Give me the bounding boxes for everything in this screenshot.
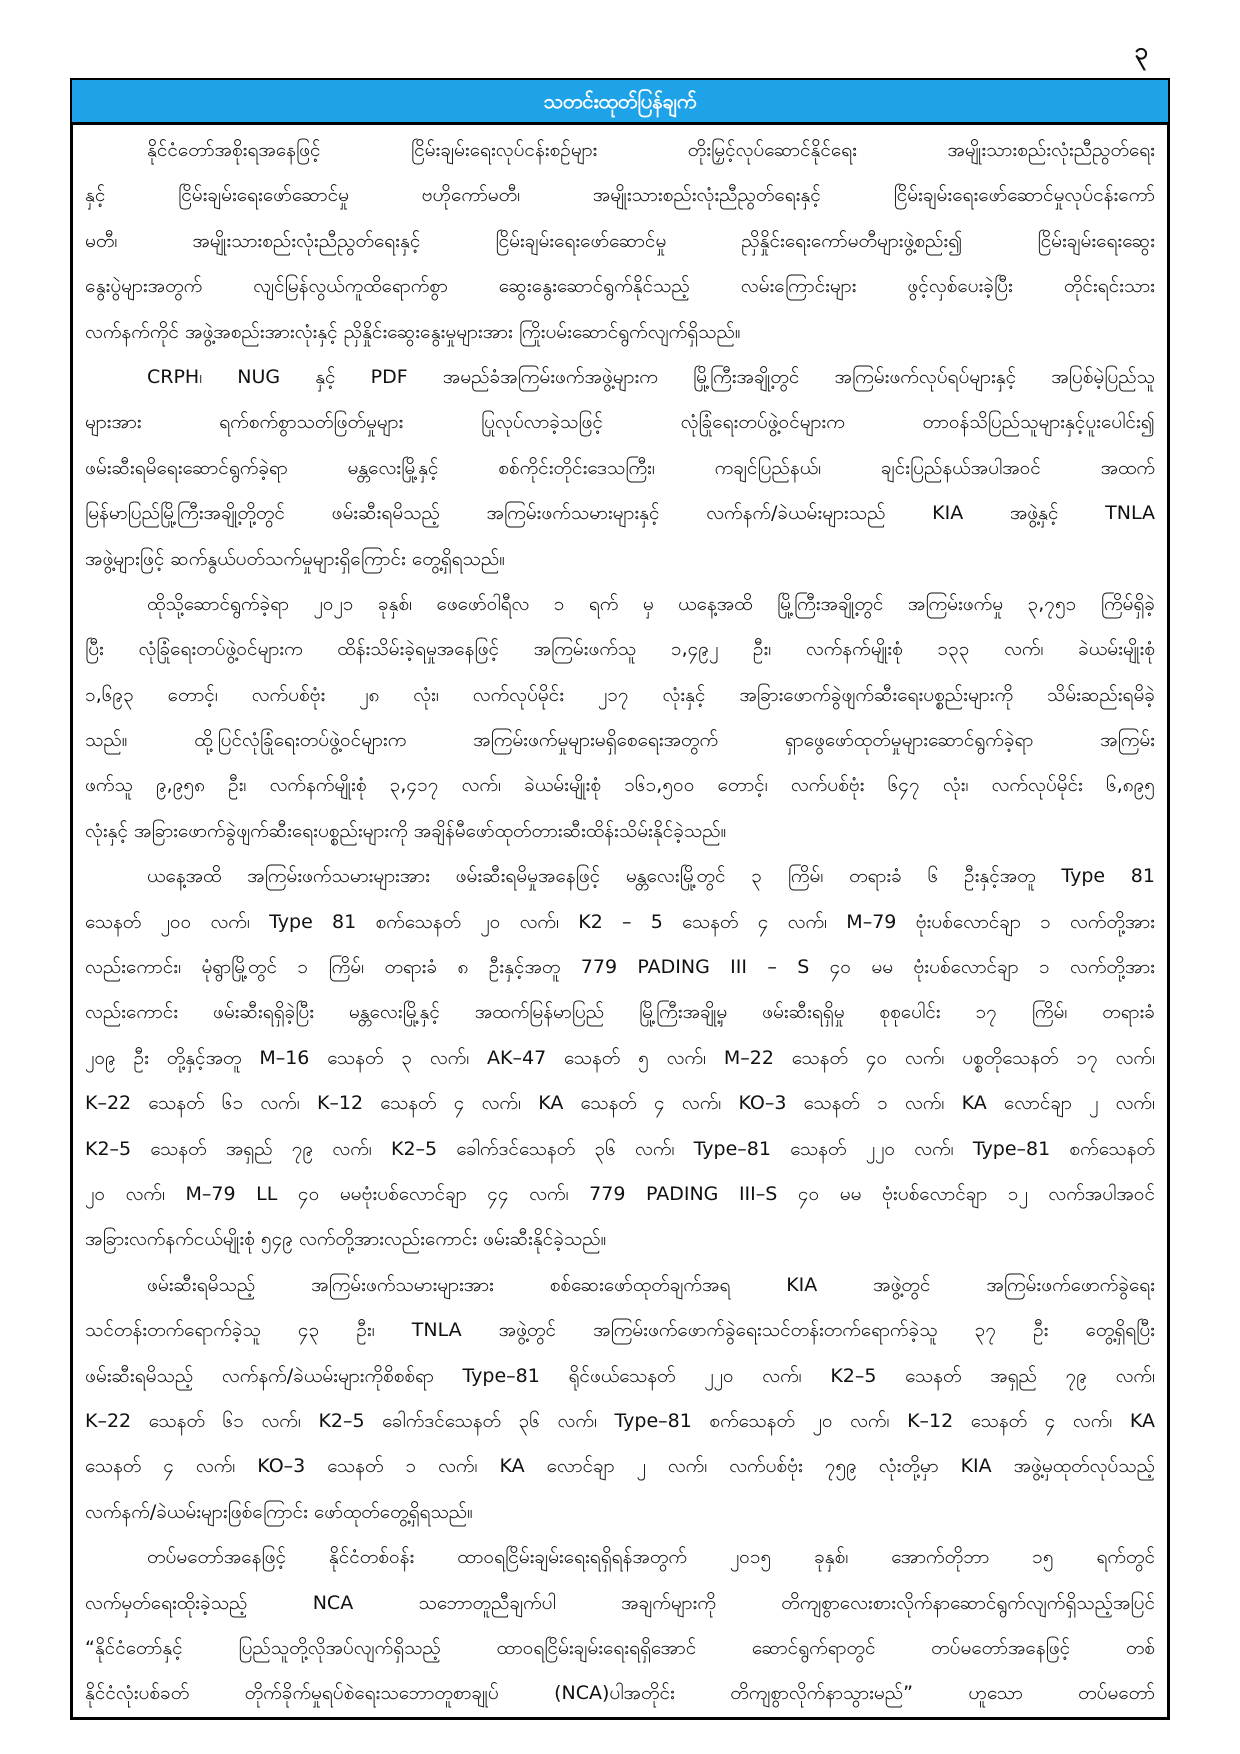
paragraph-line: ဖမ်းဆီးရမိသည့် အကြမ်းဖက်သမားများအား စစ်ဆေးဖော်ထုတ်ချက်အရ KIA အဖွဲ့တွင် အကြမ်းဖက်ဖောက်ခွဲရေး [147, 1273, 1155, 1296]
article-box [70, 122, 1170, 1720]
paragraph-line: လက်နက်/ခဲယမ်းများဖြစ်ကြောင်း ဖော်ထုတ်တွေ့ရှိရသည်။ [85, 1500, 473, 1523]
paragraph-line: လုံးနှင့် အခြားဖောက်ခွဲဖျက်ဆီးရေးပစ္စည်းများကို အချိန်မီဖော်ထုတ်တားဆီးထိန်းသိမ်းနိုင်ခဲ့သည်။ [85, 819, 727, 842]
paragraph-line: ၂၀ လက်၊ M–79 LL ၄၀ မမဗုံးပစ်လောင်ချာ ၄၄ လက်၊ 779 PADING III–S ၄၀ မမ ဗုံးပစ်လောင်ချာ ၁၂ လက်အပါအဝင် [85, 1182, 1155, 1205]
paragraph-line: K2–5 သေနတ် အရှည် ၇၉ လက်၊ K2–5 ခေါက်ဒင်သေနတ် ၃၆ လက်၊ Type–81 သေနတ် ၂၂၀ လက်၊ Type–81 စက်သေနတ် [85, 1137, 1155, 1160]
paragraph-line: မတီ၊ အမျိုးသားစည်းလုံးညီညွတ်ရေးနှင့် ငြိမ်းချမ်းရေးဖော်ဆောင်မှု ညှိနှိုင်းရေးကော်မတီများဖွဲ့စည်း၍ ငြိမ်းချမ်းရေးဆွေး [85, 229, 1155, 252]
paragraph [85, 854, 1155, 1263]
paragraph-line: တပ်မတော်အနေဖြင့် နိုင်ငံတစ်ဝန်း ထာဝရငြိမ်းချမ်းရေးရရှိရန်အတွက် ၂၀၁၅ ခုနှစ်၊ အောက်တိုဘာ ၁၅ ရက်တွင် [147, 1546, 1155, 1569]
paragraph-line: ယနေ့အထိ အကြမ်းဖက်သမားများအား ဖမ်းဆီးရမိမှုအနေဖြင့် မန္တလေးမြို့တွင် ၃ ကြိမ်၊ တရားခံ ၆ ဦးနှင့်အတူ Type 81 [147, 865, 1155, 888]
paragraph [85, 1535, 1155, 1717]
paragraph-line: အခြားလက်နက်ငယ်မျိုးစုံ ၅၄၉ လက်တို့အားလည်းကောင်း ဖမ်းဆီးနိုင်ခဲ့သည်။ [85, 1228, 607, 1251]
paragraph-line: နိုင်ငံလုံးပစ်ခတ် တိုက်ခိုက်မှုရပ်စဲရေးသဘောတူစာချုပ် (NCA)ပါအတိုင်း တိကျစွာလိုက်နာသွားမည်” ဟူသော တပ်မတော် [85, 1682, 1155, 1705]
paragraph-line: လည်းကောင်း၊ မုံရွာမြို့တွင် ၁ ကြိမ်၊ တရားခံ ၈ ဦးနှင့်အတူ 779 PADING III – S ၄၀ မမ ဗုံးပစ်လောင်ချာ ၁ လက်တို့အား [85, 956, 1155, 979]
paragraph-line: ထိုသို့ဆောင်ရွက်ခဲ့ရာ ၂၀၂၁ ခုနှစ်၊ ဖေဖော်ဝါရီလ ၁ ရက် မှ ယနေ့အထိ မြို့ကြီးအချို့တွင် အကြမ်းဖက်မှု ၃,၇၅၁ ကြိမ်ရှိခဲ့ [147, 592, 1155, 615]
section-title: သတင်းထုတ်ပြန်ချက် [543, 89, 697, 113]
paragraph-line: နွေးပွဲများအတွက် လျင်မြန်လွယ်ကူထိရောက်စွာ ဆွေးနွေးဆောင်ရွက်နိုင်သည့် လမ်းကြောင်းများ ဖွင့်လှစ်ပေးခဲ့ပြီး တိုင်းရင်းသား [85, 275, 1155, 298]
paragraph-line: သေနတ် ၂၀၀ လက်၊ Type 81 စက်သေနတ် ၂၀ လက်၊ K2 – 5 သေနတ် ၄ လက်၊ M–79 ဗုံးပစ်လောင်ချာ ၁ လက်တို့အား [85, 910, 1155, 933]
page-number: ၃ [1134, 37, 1148, 65]
paragraph-line: နိုင်ငံတော်အစိုးရအနေဖြင့် ငြိမ်းချမ်းရေးလုပ်ငန်းစဉ်များ တိုးမြှင့်လုပ်ဆောင်နိုင်ရေး အမျိုးသားစည်းလုံးညီညွတ်ရေး [147, 139, 1155, 161]
paragraph-line: ၂၀၉ ဦး တို့နှင့်အတူ M–16 သေနတ် ၃ လက်၊ AK–47 သေနတ် ၅ လက်၊ M–22 သေနတ် ၄၀ လက်၊ ပစ္စတိုသေနတ် ၁၇ လက်၊ [85, 1046, 1155, 1069]
paragraph-line: နှင့် ငြိမ်းချမ်းရေးဖော်ဆောင်မှု ဗဟိုကော်မတီ၊ အမျိုးသားစည်းလုံးညီညွတ်ရေးနှင့် ငြိမ်းချမ်းရေးဖော်ဆောင်မှုလုပ်ငန်းကော် [85, 184, 1155, 207]
paragraph-line: လည်းကောင်း ဖမ်းဆီးရရှိခဲ့ပြီး မန္တလေးမြို့နှင့် အထက်မြန်မာပြည် မြို့ကြီးအချို့မှ ဖမ်းဆီးရရှိမှု စုစုပေါင်း ၁၇ ကြိမ်၊ တရားခံ [85, 1001, 1155, 1024]
paragraph-line: လက်နက်ကိုင် အဖွဲ့အစည်းအားလုံးနှင့် ညှိနှိုင်းဆွေးနွေးမှုများအား ကြိုးပမ်းဆောင်ရွက်လျက်ရှိသည်။ [85, 320, 741, 343]
paragraph-line: သေနတ် ၄ လက်၊ KO–3 သေနတ် ၁ လက်၊ KA လောင်ချာ ၂ လက်၊ လက်ပစ်ဗုံး ၇၅၉ လုံးတို့မှာ KIA အဖွဲ့မှထုတ်လုပ်သည့် [85, 1455, 1155, 1478]
paragraph-line: “နိုင်ငံတော်နှင့် ပြည်သူတို့လိုအပ်လျက်ရှိသည့် ထာဝရငြိမ်းချမ်းရေးရရှိအောင် ဆောင်ရွက်ရာတွင် တပ်မတော်အနေဖြင့် တစ် [85, 1636, 1155, 1659]
paragraph-line: ဖမ်းဆီးရမိသည့် လက်နက်/ခဲယမ်းများကိုစိစစ်ရာ Type–81 ရိုင်ဖယ်သေနတ် ၂၂၀ လက်၊ K2–5 သေနတ် အရှည် ၇၉ လက်၊ [85, 1364, 1155, 1387]
paragraph-line: K–22 သေနတ် ၆၁ လက်၊ K–12 သေနတ် ၄ လက်၊ KA သေနတ် ၄ လက်၊ KO–3 သေနတ် ၁ လက်၊ KA လောင်ချာ ၂ လက်၊ [85, 1092, 1155, 1115]
paragraph-line: ၁,၆၉၃ တောင့်၊ လက်ပစ်ဗုံး ၂၈ လုံး၊ လက်လုပ်မိုင်း ၂၁၇ လုံးနှင့် အခြားဖောက်ခွဲဖျက်ဆီးရေးပစ္စည်းများကို သိမ်းဆည်းရမိခဲ့ [85, 683, 1155, 706]
paragraph [85, 582, 1155, 854]
paragraph-line: ဖက်သူ ၉,၉၅၈ ဦး၊ လက်နက်မျိုးစုံ ၃,၄၁၇ လက်၊ ခဲယမ်းမျိုးစုံ ၁၆၁,၅၀၀ တောင့်၊ လက်ပစ်ဗုံး ၆၄၇ လုံး၊ လက်လုပ်မိုင်း ၆,၈၉၅ [85, 774, 1155, 797]
header-bar [70, 78, 1170, 122]
paragraph-line: များအား ရက်စက်စွာသတ်ဖြတ်မှုများ ပြုလုပ်လာခဲ့သဖြင့် လုံခြုံရေးတပ်ဖွဲ့ဝင်များက တာဝန်သိပြည်သူများနှင့်ပူးပေါင်း၍ [85, 411, 1155, 434]
paragraph-line: အဖွဲ့များဖြင့် ဆက်နွယ်ပတ်သက်မှုများရှိကြောင်း တွေ့ရှိရသည်။ [85, 547, 506, 570]
paragraph-line: ဖမ်းဆီးရမိရေးဆောင်ရွက်ခဲ့ရာ မန္တလေးမြို့နှင့် စစ်ကိုင်းတိုင်းဒေသကြီး၊ ကချင်ပြည်နယ်၊ ချင်းပြည်နယ်အပါအဝင် အထက် [85, 456, 1155, 479]
paragraph [85, 1263, 1155, 1535]
paragraph-line: မြန်မာပြည်မြို့ကြီးအချို့တို့တွင် ဖမ်းဆီးရမိသည့် အကြမ်းဖက်သမားများနှင့် လက်နက်/ခဲယမ်းများသည် KIA အဖွဲ့နှင့် TNLA [85, 502, 1155, 525]
paragraph-line: ပြီး လုံခြုံရေးတပ်ဖွဲ့ဝင်များက ထိန်းသိမ်းခဲ့ရမှုအနေဖြင့် အကြမ်းဖက်သူ ၁,၄၉၂ ဦး၊ လက်နက်မျိုးစုံ ၁၃၃ လက်၊ ခဲယမ်းမျိုးစုံ [85, 638, 1155, 661]
paragraph-line: သည်။ ထို့ပြင်လုံခြုံရေးတပ်ဖွဲ့ဝင်များက အကြမ်းဖက်မှုများမရှိစေရေးအတွက် ရှာဖွေဖော်ထုတ်မှုများဆောင်ရွက်ခဲ့ရာ အကြမ်း [85, 729, 1155, 752]
paragraph-line: K–22 သေနတ် ၆၁ လက်၊ K2–5 ခေါက်ဒင်သေနတ် ၃၆ လက်၊ Type–81 စက်သေနတ် ၂၀ လက်၊ K–12 သေနတ် ၄ လက်၊ KA [85, 1409, 1155, 1432]
paragraph-line: သင်တန်းတက်ရောက်ခဲ့သူ ၄၃ ဦး၊ TNLA အဖွဲ့တွင် အကြမ်းဖက်ဖောက်ခွဲရေးသင်တန်းတက်ရောက်ခဲ့သူ ၃၇ ဦး တွေ့ရှိရပြီး [85, 1319, 1155, 1342]
paragraph-line: CRPH၊ NUG နှင့် PDF အမည်ခံအကြမ်းဖက်အဖွဲ့များက မြို့ကြီးအချို့တွင် အကြမ်းဖက်လုပ်ရပ်များနှင့် အပြစ်မဲ့ပြည်သူ [147, 365, 1155, 388]
paragraph-line: လက်မှတ်ရေးထိုးခဲ့သည့် NCA သဘောတူညီချက်ပါ အချက်များကို တိကျစွာလေးစားလိုက်နာဆောင်ရွက်လျက်ရှိသည့်အပြင် [85, 1591, 1155, 1614]
paragraph [85, 355, 1155, 582]
paragraph [85, 128, 1155, 355]
